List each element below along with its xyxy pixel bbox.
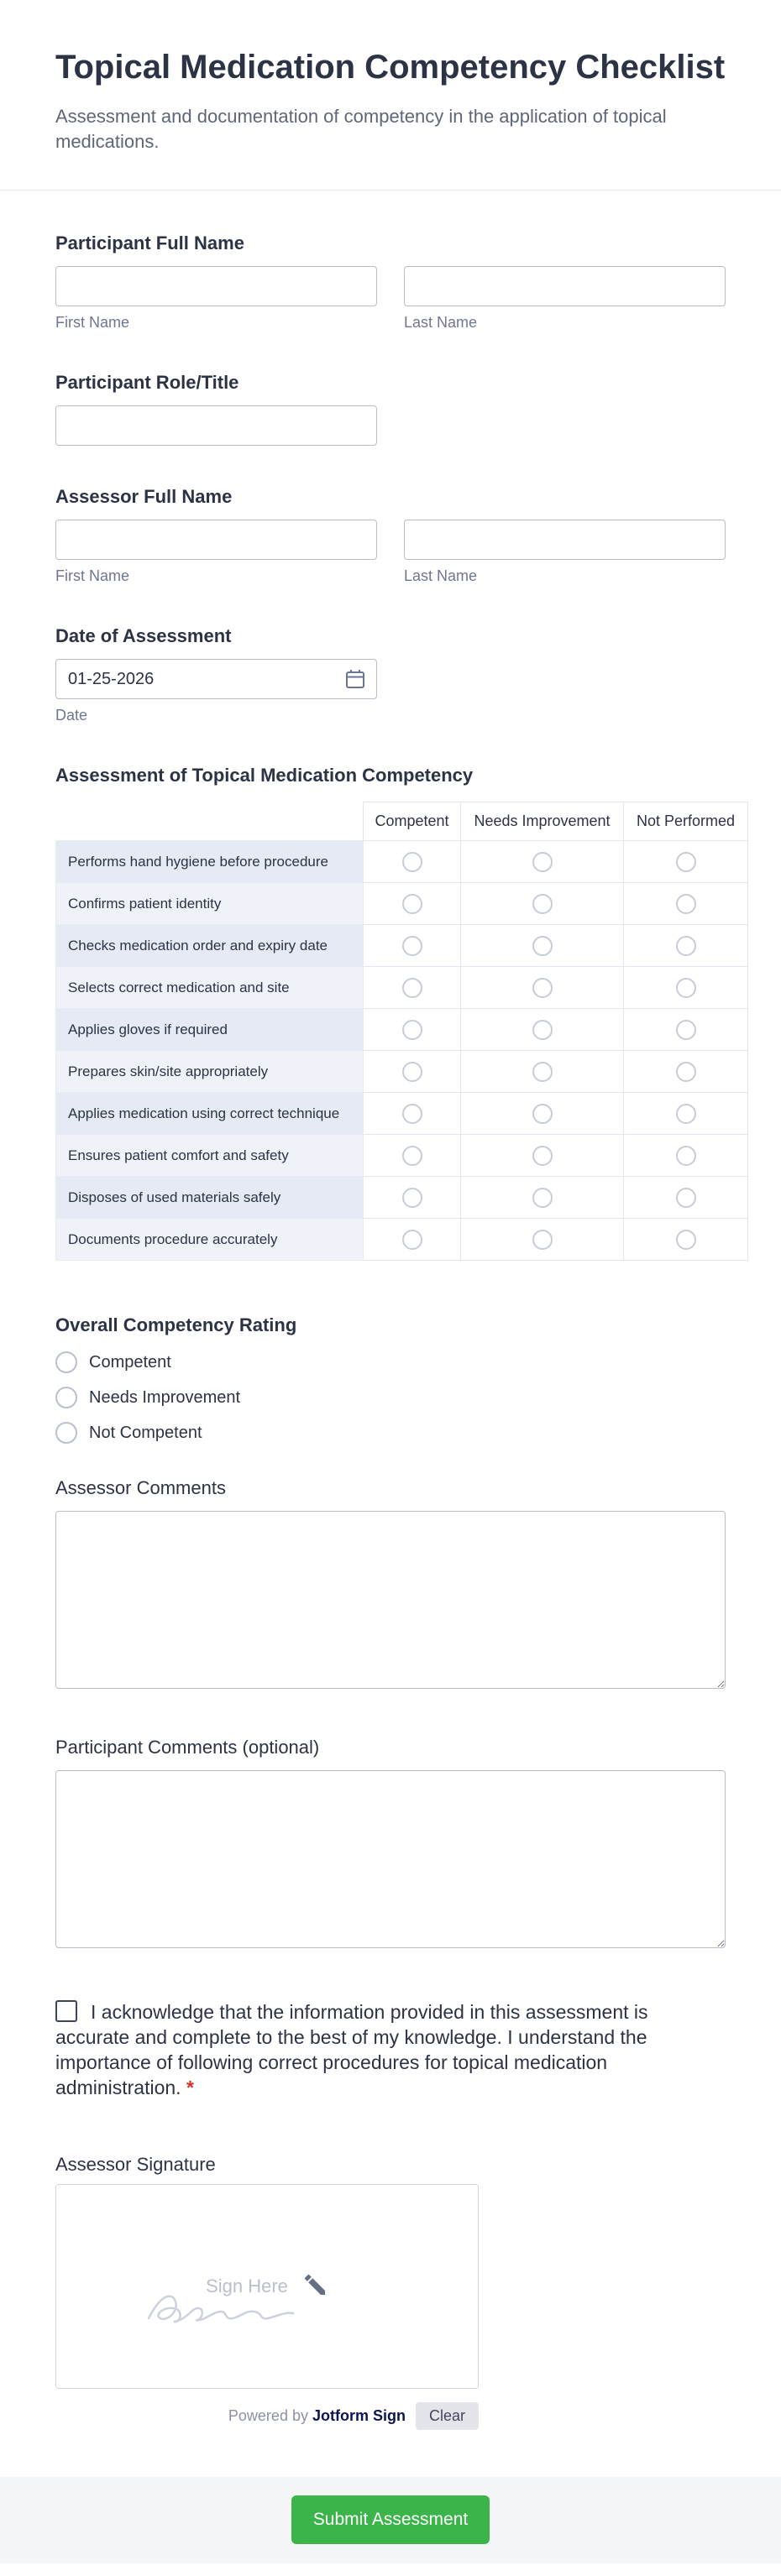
assessment-date-label: Date of Assessment (55, 625, 232, 646)
participant-comments-field (55, 1737, 726, 1952)
matrix-radio[interactable] (532, 852, 553, 872)
matrix-radio[interactable] (676, 936, 696, 956)
participant-comments-textarea[interactable] (55, 1770, 726, 1948)
matrix-radio[interactable] (532, 1020, 553, 1040)
matrix-radio[interactable] (532, 1104, 553, 1124)
matrix-title: Assessment of Topical Medication Competency (55, 765, 474, 786)
rating-radio[interactable] (55, 1387, 77, 1408)
matrix-radio[interactable] (402, 1062, 422, 1082)
last-name-sublabel: Last Name (404, 567, 478, 584)
participant-name-field (55, 233, 726, 332)
submit-button[interactable]: Submit Assessment (291, 2495, 490, 2544)
assessor-name-field (55, 486, 726, 585)
matrix-radio[interactable] (676, 1104, 696, 1124)
matrix-radio[interactable] (402, 894, 422, 914)
matrix-radio[interactable] (532, 894, 553, 914)
last-name-sublabel: Last Name (404, 314, 478, 331)
matrix-radio[interactable] (402, 1230, 422, 1250)
assessor-comments-textarea[interactable] (55, 1511, 726, 1689)
matrix-radio[interactable] (532, 1230, 553, 1250)
rating-option (55, 1387, 726, 1408)
table-row (56, 1219, 748, 1261)
matrix-radio[interactable] (532, 978, 553, 998)
page-subtitle: Assessment and documentation of competency in the application of topical medications. (55, 106, 667, 152)
table-row (56, 925, 748, 967)
matrix-radio[interactable] (402, 978, 422, 998)
required-asterisk: * (186, 2077, 194, 2098)
matrix-row-label: Ensures patient comfort and safety (56, 1135, 364, 1177)
signature-label: Assessor Signature (55, 2154, 216, 2175)
participant-role-field (55, 372, 726, 446)
matrix-radio[interactable] (676, 1230, 696, 1250)
table-row (56, 841, 748, 883)
assessor-comments-label: Assessor Comments (55, 1477, 226, 1498)
matrix-radio[interactable] (402, 1188, 422, 1208)
matrix-radio[interactable] (676, 852, 696, 872)
powered-by-text: Powered by Jotform Sign (228, 2407, 406, 2424)
matrix-row-label: Performs hand hygiene before procedure (56, 841, 364, 883)
table-row (56, 1135, 748, 1177)
signature-field (55, 2154, 726, 2430)
matrix-col-header: Competent (364, 802, 461, 841)
matrix-radio[interactable] (402, 1146, 422, 1166)
participant-last-name-input[interactable] (404, 266, 726, 306)
assessor-last-name-input[interactable] (404, 520, 726, 560)
overall-rating-field (55, 1314, 726, 1444)
matrix-row-label: Applies gloves if required (56, 1009, 364, 1051)
participant-role-input[interactable] (55, 405, 377, 446)
matrix-radio[interactable] (676, 978, 696, 998)
matrix-radio[interactable] (676, 1062, 696, 1082)
matrix-radio[interactable] (676, 894, 696, 914)
overall-rating-label: Overall Competency Rating (55, 1314, 297, 1335)
participant-comments-label: Participant Comments (optional) (55, 1737, 320, 1758)
matrix-col-header: Needs Improvement (461, 802, 624, 841)
matrix-col-header: Not Performed (624, 802, 748, 841)
matrix-row-label: Documents procedure accurately (56, 1219, 364, 1261)
assessment-date-field (55, 625, 726, 724)
date-sublabel: Date (55, 707, 88, 724)
acknowledgement-block (55, 1999, 726, 2100)
table-row (56, 1009, 748, 1051)
date-input[interactable] (55, 659, 377, 699)
matrix-header-row (56, 802, 748, 841)
matrix-radio[interactable] (532, 1146, 553, 1166)
jotform-sign-brand: Jotform Sign (312, 2407, 406, 2424)
page-title: Topical Medication Competency Checklist (55, 49, 726, 86)
assessor-first-name-input[interactable] (55, 520, 377, 560)
assessor-name-label: Assessor Full Name (55, 486, 233, 507)
table-row (56, 1093, 748, 1135)
form-body (0, 191, 781, 2430)
rating-option-label: Not Competent (89, 1423, 202, 1442)
matrix-radio[interactable] (402, 936, 422, 956)
rating-option (55, 1422, 726, 1444)
rating-option-label: Competent (89, 1352, 171, 1372)
table-row (56, 967, 748, 1009)
matrix-row-label: Applies medication using correct technique (56, 1093, 364, 1135)
first-name-sublabel: First Name (55, 567, 130, 584)
matrix-radio[interactable] (532, 936, 553, 956)
matrix-row-label: Confirms patient identity (56, 883, 364, 925)
form-header (0, 0, 781, 190)
matrix-radio[interactable] (676, 1146, 696, 1166)
matrix-radio[interactable] (402, 1020, 422, 1040)
matrix-row-label: Prepares skin/site appropriately (56, 1051, 364, 1093)
matrix-row-label: Selects correct medication and site (56, 967, 364, 1009)
matrix-corner-cell (56, 802, 364, 841)
competency-matrix (55, 802, 748, 1261)
matrix-row-label: Checks medication order and expiry date (56, 925, 364, 967)
matrix-radio[interactable] (676, 1020, 696, 1040)
participant-name-label: Participant Full Name (55, 233, 244, 253)
rating-radio[interactable] (55, 1351, 77, 1373)
acknowledgement-text: I acknowledge that the information provided in this assessment is accurate and complete to the best of my knowledge. I understand the importance of following correct procedures for topical medication administration. (55, 2001, 648, 2098)
signature-pad[interactable] (55, 2184, 479, 2389)
matrix-radio[interactable] (402, 1104, 422, 1124)
table-row (56, 1177, 748, 1219)
matrix-radio[interactable] (532, 1062, 553, 1082)
participant-first-name-input[interactable] (55, 266, 377, 306)
matrix-row-label: Disposes of used materials safely (56, 1177, 364, 1219)
competency-matrix-field (55, 765, 736, 1261)
calendar-icon[interactable] (344, 668, 366, 694)
sign-here-placeholder: Sign Here (206, 2276, 288, 2296)
acknowledgement-checkbox[interactable] (55, 2000, 77, 2022)
rating-option (55, 1351, 726, 1373)
matrix-radio[interactable] (402, 852, 422, 872)
clear-signature-button[interactable]: Clear (416, 2402, 479, 2430)
rating-radio[interactable] (55, 1422, 77, 1444)
signature-footer (55, 2402, 479, 2430)
submit-section (0, 2477, 781, 2563)
assessor-comments-field (55, 1477, 726, 1693)
first-name-sublabel: First Name (55, 314, 130, 331)
pen-icon (301, 2271, 328, 2302)
table-row (56, 883, 748, 925)
matrix-radio[interactable] (532, 1188, 553, 1208)
rating-option-label: Needs Improvement (89, 1387, 241, 1407)
table-row (56, 1051, 748, 1093)
participant-role-label: Participant Role/Title (55, 372, 239, 393)
matrix-radio[interactable] (676, 1188, 696, 1208)
